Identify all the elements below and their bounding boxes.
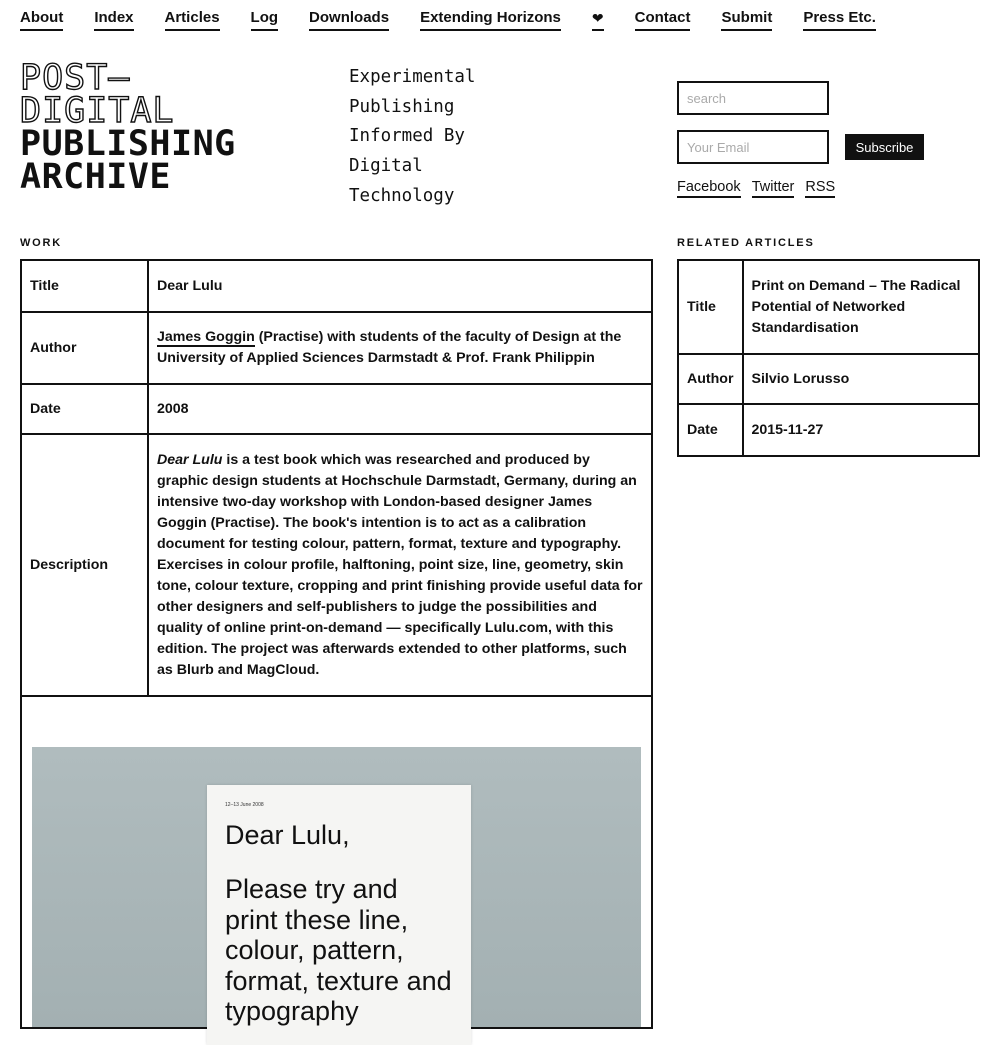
book-heading: Dear Lulu, xyxy=(225,820,350,850)
logo-line-publishing: PUBLISHING xyxy=(20,124,236,164)
work-title: Dear Lulu xyxy=(148,260,652,312)
table-row xyxy=(678,354,979,404)
table-row xyxy=(678,260,979,354)
work-date: 2008 xyxy=(148,384,652,434)
tagline-line: Digital xyxy=(349,156,423,177)
site-tagline xyxy=(349,63,509,212)
date-label: Date xyxy=(21,384,148,434)
logo-line-archive: ARCHIVE xyxy=(20,157,172,197)
work-photo[interactable] xyxy=(32,747,641,1027)
description-label: Description xyxy=(21,434,148,696)
facebook-link[interactable]: Facebook xyxy=(677,179,741,198)
nav-log-link[interactable]: Log xyxy=(251,9,279,31)
related-author: Silvio Lorusso xyxy=(743,354,980,404)
nav-extending-horizons-link[interactable]: Extending Horizons xyxy=(420,9,561,31)
related-title-label: Title xyxy=(678,260,743,354)
work-description xyxy=(148,434,652,696)
nav-press-link[interactable]: Press Etc. xyxy=(803,9,876,31)
book-date: 12–13 June 2008 xyxy=(225,802,264,808)
table-row xyxy=(21,384,652,434)
nav-index-link[interactable]: Index xyxy=(94,9,133,31)
author-link[interactable]: James Goggin xyxy=(157,329,255,345)
heart-icon[interactable]: ❤ xyxy=(592,9,604,31)
logo-line-post: POST— xyxy=(20,58,131,98)
related-article-table xyxy=(677,259,980,457)
author-label: Author xyxy=(21,312,148,384)
subscribe-button[interactable]: Subscribe xyxy=(845,134,924,160)
related-articles-heading: RELATED ARTICLES xyxy=(677,237,815,249)
twitter-link[interactable]: Twitter xyxy=(752,179,795,198)
tagline-line: Experimental xyxy=(349,67,476,87)
tagline-line: Technology xyxy=(349,185,455,206)
work-details-table xyxy=(20,259,653,1029)
tagline-line: Informed By xyxy=(349,126,465,147)
social-links xyxy=(677,179,835,198)
nav-articles-link[interactable]: Articles xyxy=(165,9,220,31)
table-row xyxy=(21,260,652,312)
author-rest: (Practise) with students of the faculty of Design at the University of Applied Sciences Darmstadt & Prof. Frank Philippin xyxy=(157,329,622,366)
table-row xyxy=(21,312,652,384)
book-body: Please try and print these line, colour, pattern, format, texture and typography xyxy=(225,874,452,1026)
tagline-line: Publishing xyxy=(349,96,455,117)
related-author-label: Author xyxy=(678,354,743,404)
nav-contact-link[interactable]: Contact xyxy=(635,9,691,31)
table-row xyxy=(21,696,652,1028)
email-field[interactable] xyxy=(677,130,829,164)
work-heading: WORK xyxy=(20,237,63,249)
table-row xyxy=(21,434,652,696)
top-navigation xyxy=(20,9,907,31)
description-text: is a test book which was researched and produced by graphic design students at Hochschule Darmstadt, Germany, during an intensive two-day workshop with London-based designer James Goggin (Practise). The book's intention is to act as a calibration document for testing colour, pattern, format, texture and typography. Exercises in colour profile, halftoning, point size, line, geometry, skin tone, colour texture, cropping and print finishing provide useful data for other designers and self-publishers to judge the possibilities and quality of online print-on-demand — specifically Lulu.com, with this edition. The project was afterwards extended to other platforms, such as Blurb and MagCloud. xyxy=(157,451,643,678)
book-cover xyxy=(207,785,471,1045)
table-row xyxy=(678,404,979,456)
nav-submit-link[interactable]: Submit xyxy=(721,9,772,31)
related-date: 2015-11-27 xyxy=(743,404,980,456)
nav-about-link[interactable]: About xyxy=(20,9,63,31)
search-input[interactable] xyxy=(677,81,829,115)
title-label: Title xyxy=(21,260,148,312)
logo-line-digital: DIGITAL xyxy=(20,91,175,131)
rss-link[interactable]: RSS xyxy=(805,179,835,198)
description-italic: Dear Lulu xyxy=(157,451,223,468)
work-author xyxy=(148,312,652,384)
site-logo[interactable] xyxy=(20,58,236,197)
related-title[interactable]: Print on Demand – The Radical Potential of Networked Standardisation xyxy=(743,260,980,354)
nav-downloads-link[interactable]: Downloads xyxy=(309,9,389,31)
work-image-cell xyxy=(21,696,652,1028)
related-date-label: Date xyxy=(678,404,743,456)
